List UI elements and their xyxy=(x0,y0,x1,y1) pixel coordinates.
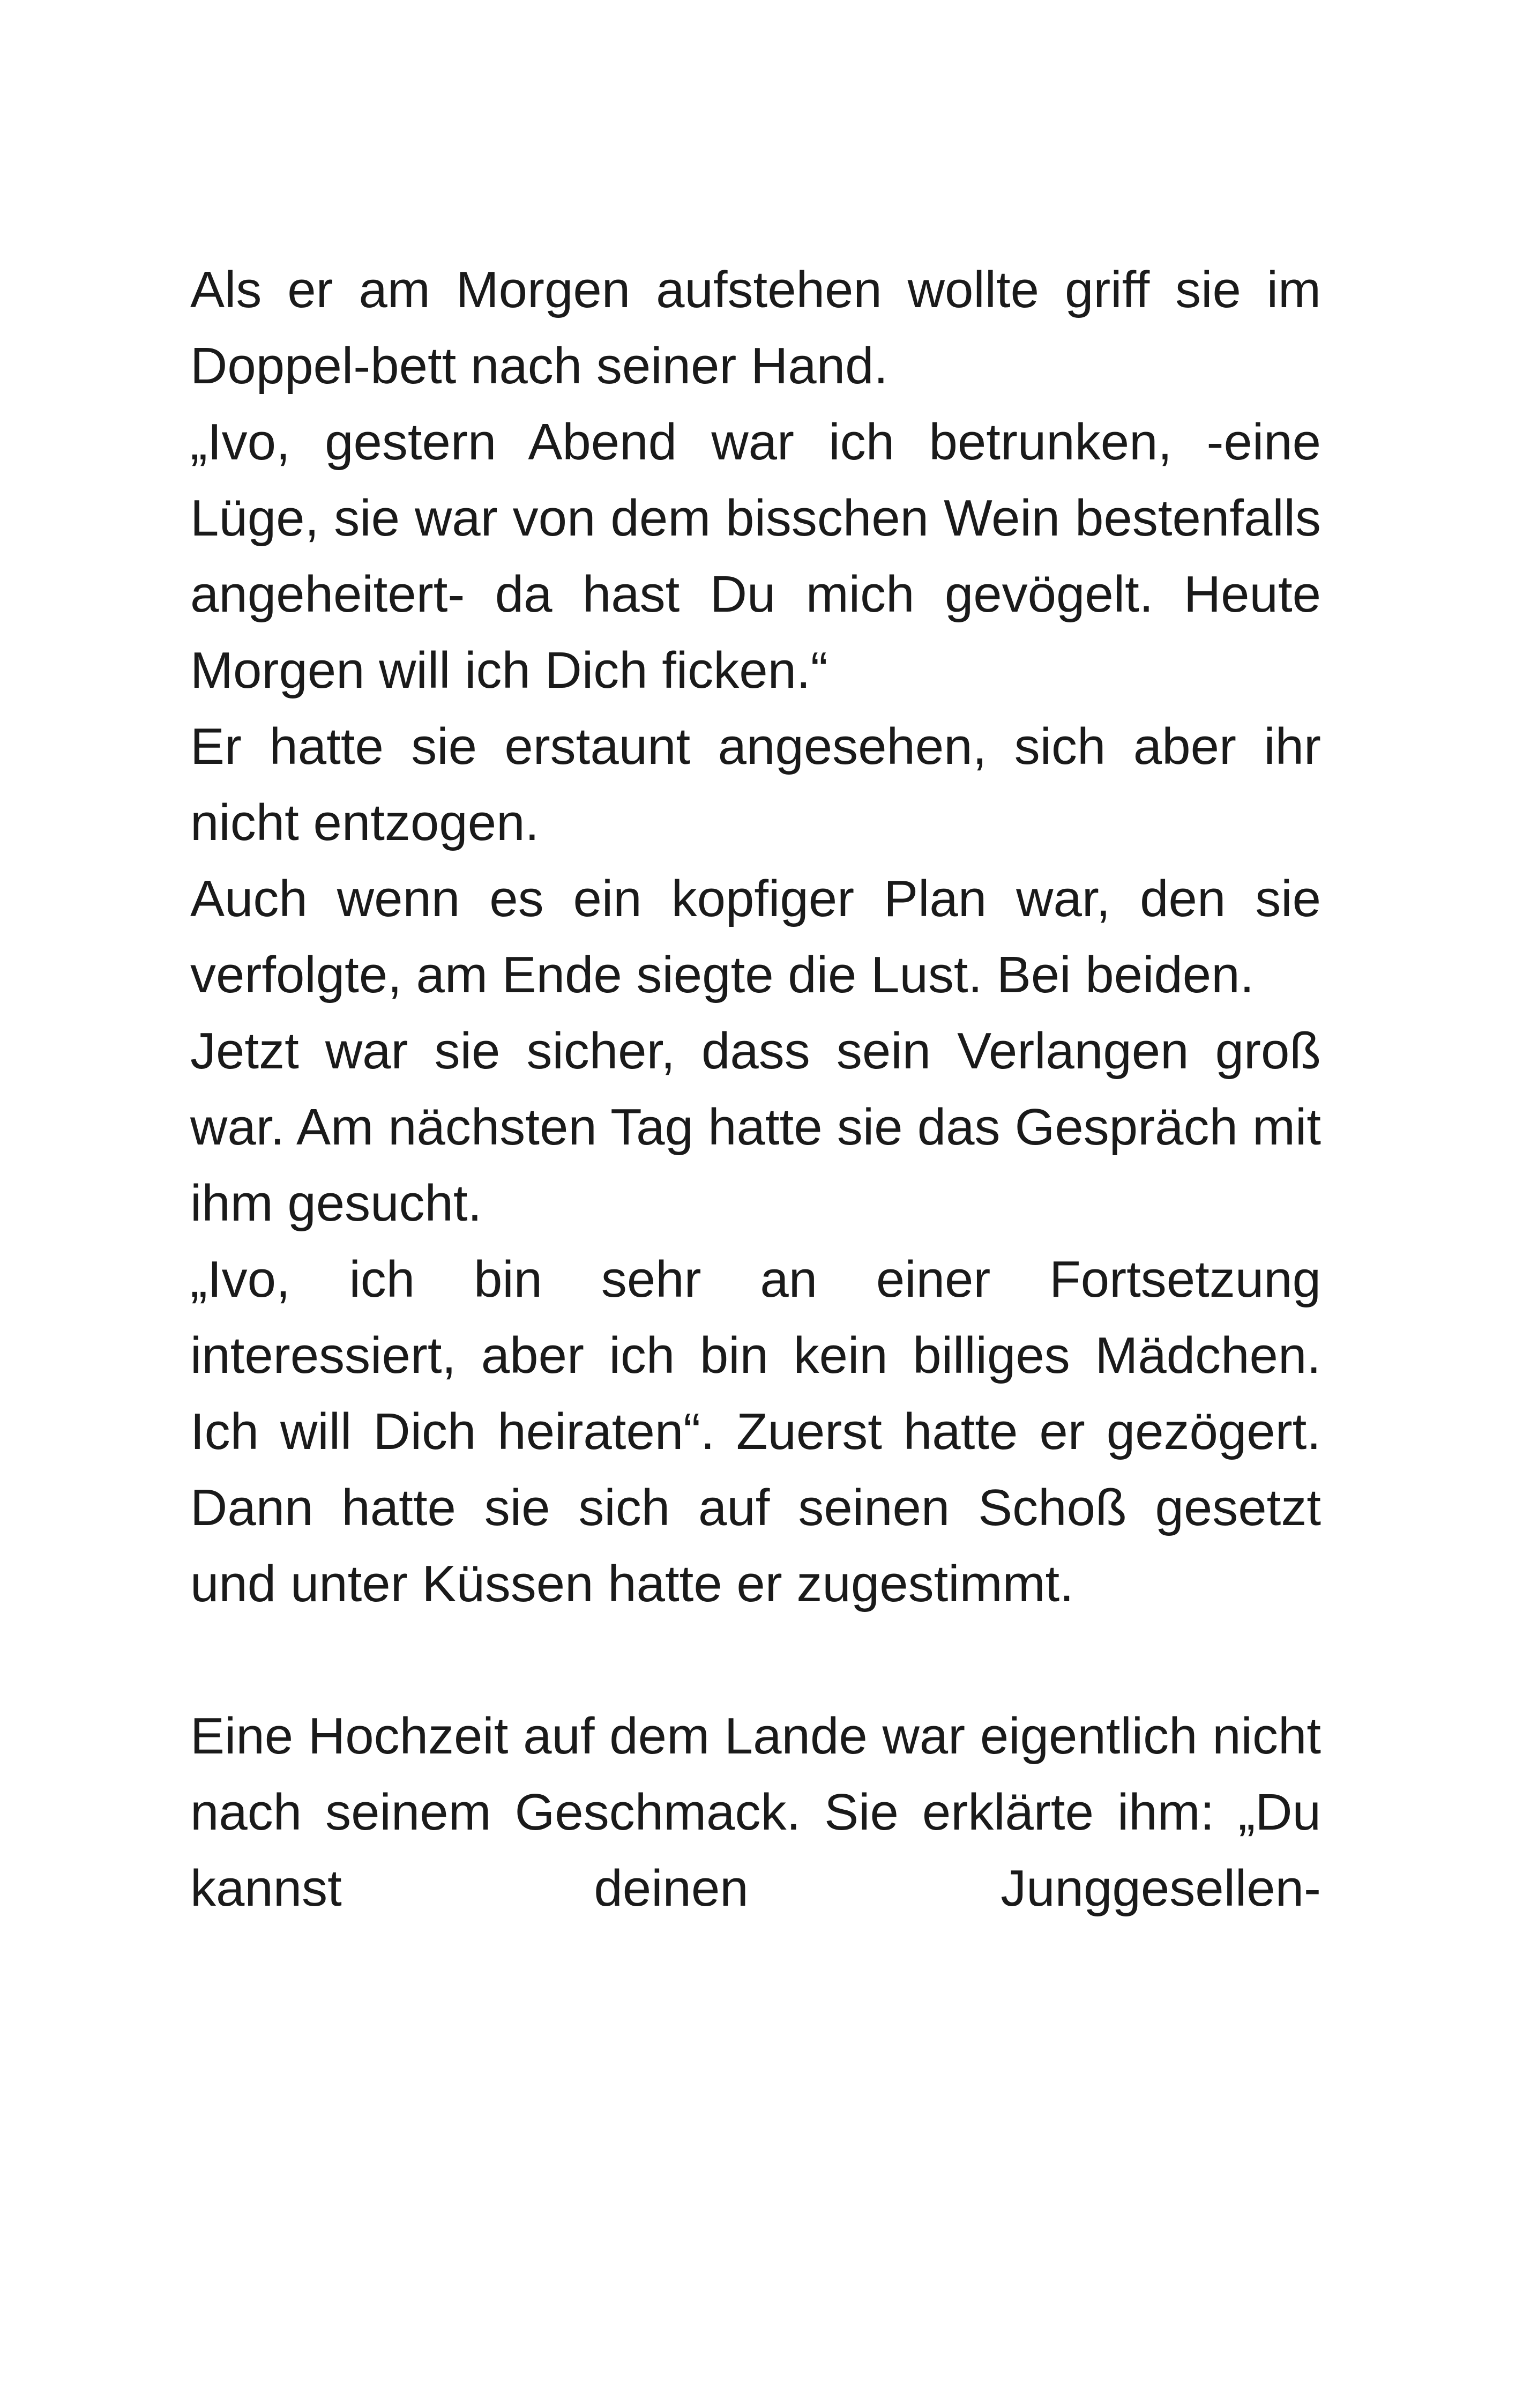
body-text xyxy=(190,252,1321,1927)
paragraph-6: „Ivo, ich bin sehr an einer Fortsetzung interessiert, aber ich bin kein billiges Mädchen. Ich will Dich heiraten“. Zuerst hatte er gezögert. Dann hatte sie sich auf seinen Schoß gesetzt und unter Küssen hatte er zugestimmt. xyxy=(190,1251,1321,1612)
paragraph-5: Jetzt war sie sicher, dass sein Verlangen groß war. Am nächsten Tag hatte sie das Gespräch mit ihm gesucht. xyxy=(190,1022,1321,1232)
paragraph-3: Er hatte sie erstaunt angesehen, sich aber ihr nicht entzogen. xyxy=(190,718,1321,851)
paragraph-1: Als er am Morgen aufstehen wollte griff sie im Doppel-bett nach seiner Hand. xyxy=(190,261,1321,395)
paragraph-2: „Ivo, gestern Abend war ich betrunken, -eine Lüge, sie war von dem bisschen Wein bestenfalls angeheitert- da hast Du mich gevögelt. Heute Morgen will ich Dich ficken.“ xyxy=(190,413,1321,699)
paragraph-7: Eine Hochzeit auf dem Lande war eigentlich nicht nach seinem Geschmack. Sie erklärte ihm: „Du kannst deinen Junggesellen- xyxy=(190,1707,1321,1917)
paragraph-spacer xyxy=(190,1622,1321,1698)
paragraph-4: Auch wenn es ein kopfiger Plan war, den sie verfolgte, am Ende siegte die Lust. Bei beiden. xyxy=(190,870,1321,1004)
